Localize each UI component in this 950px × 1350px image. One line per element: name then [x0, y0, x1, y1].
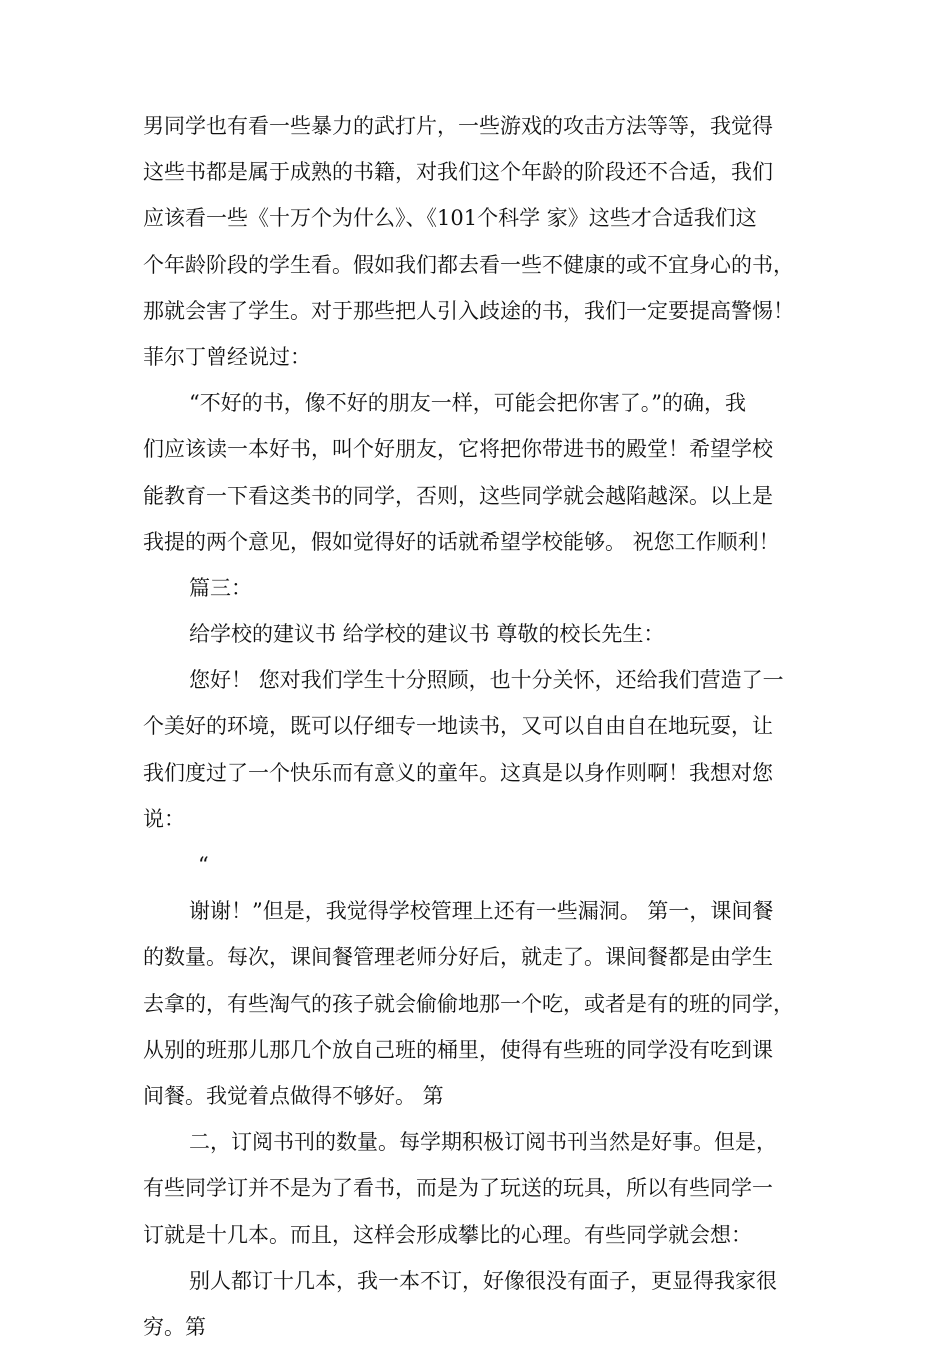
text-line: 男同学也有看一些暴力的武打片，一些游戏的攻击方法等等，我觉得	[143, 114, 773, 138]
paragraph-start: 谢谢！”但是，我觉得学校管理上还有一些漏洞。 第一，课间餐	[189, 899, 774, 924]
text-line: 去拿的，有些淘气的孩子就会偷偷地那一个吃，或者是有的班的同学，	[143, 991, 794, 1016]
section-heading: 篇三：	[189, 575, 252, 600]
text-line: 应该看一些《十万个为什么》、《101个科学 家》这些才合适我们这	[143, 206, 757, 231]
text-line: 穷。第	[143, 1314, 206, 1339]
text-line: 的数量。每次，课间餐管理老师分好后，就走了。课间餐都是由学生	[143, 945, 773, 970]
text-line: 有些同学订并不是为了看书，而是为了玩送的玩具，所以有些同学一	[143, 1176, 773, 1201]
text-line: 订就是十几本。而且，这样会形成攀比的心理。有些同学就会想：	[143, 1222, 752, 1247]
paragraph-start: 二，订阅书刊的数量。每学期积极订阅书刊当然是好事。但是，	[189, 1130, 777, 1155]
text-line: 这些书都是属于成熟的书籍，对我们这个年龄的阶段还不合适，我们	[143, 160, 773, 185]
paragraph-start: 您好！ 您对我们学生十分照顾，也十分关怀，还给我们营造了一	[189, 668, 784, 693]
text-line: 们应该读一本好书，叫个好朋友，它将把你带进书的殿堂！希望学校	[143, 437, 773, 462]
text-line: 个美好的环境，既可以仔细专一地读书，又可以自由自在地玩耍，让	[143, 714, 773, 739]
text-line: 从别的班那儿那几个放自己班的桶里，使得有些班的同学没有吃到课	[143, 1037, 773, 1062]
text-line: 间餐。我觉着点做得不够好。 第	[143, 1083, 444, 1108]
text-line: 说：	[143, 806, 185, 831]
paragraph-start: “不好的书，像不好的朋友一样，可能会把你害了。”的确，我	[189, 391, 746, 416]
quote-mark-line: “	[198, 853, 209, 877]
paragraph-start: 别人都订十几本，我一本不订，好像很没有面子，更显得我家很	[189, 1268, 777, 1293]
text-line: 我们度过了一个快乐而有意义的童年。这真是以身作则啊！我想对您	[143, 760, 773, 785]
text-line: 我提的两个意见，假如觉得好的话就希望学校能够。 祝您工作顺利！	[143, 529, 780, 554]
text-line: 能教育一下看这类书的同学，否则，这些同学就会越陷越深。以上是	[143, 483, 773, 508]
text-line: 那就会害了学生。对于那些把人引入歧途的书，我们一定要提高警惕！	[143, 298, 794, 323]
document-body	[143, 103, 807, 1350]
text-line: 个年龄阶段的学生看。假如我们都去看一些不健康的或不宜身心的书，	[143, 252, 794, 277]
text-line: 菲尔丁曾经说过：	[143, 344, 311, 369]
letter-title-line: 给学校的建议书 给学校的建议书 尊敬的校长先生：	[189, 622, 665, 647]
